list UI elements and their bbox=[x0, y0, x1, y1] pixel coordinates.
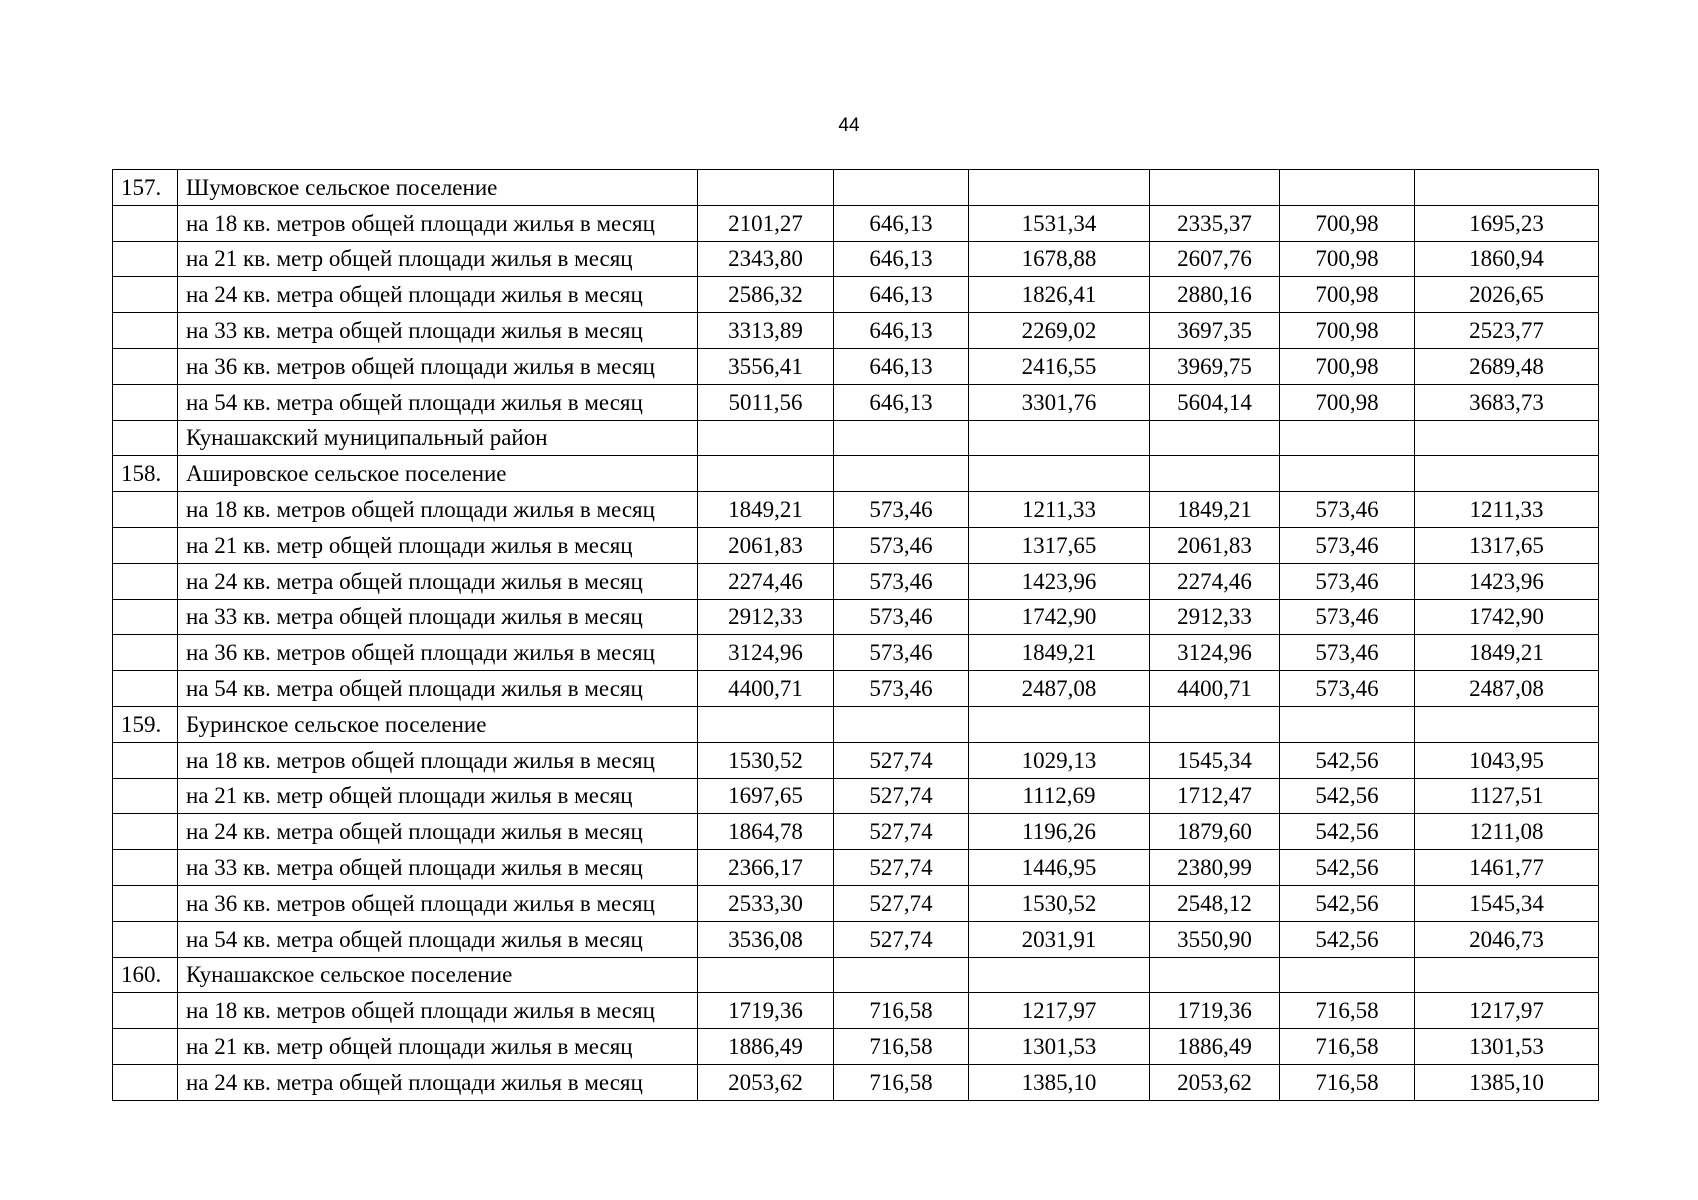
value-cell-2: 573,46 bbox=[834, 527, 969, 563]
value-cell-2: 716,58 bbox=[834, 993, 969, 1029]
row-name: на 21 кв. метр общей площади жилья в месяц bbox=[178, 527, 698, 563]
value-cell-5: 542,56 bbox=[1280, 814, 1415, 850]
row-number bbox=[113, 527, 178, 563]
table-row bbox=[113, 313, 1599, 349]
row-number bbox=[113, 814, 178, 850]
row-number: 157. bbox=[113, 170, 178, 206]
row-name: на 33 кв. метра общей площади жилья в месяц bbox=[178, 850, 698, 886]
row-name: на 36 кв. метров общей площади жилья в месяц bbox=[178, 885, 698, 921]
row-name: на 18 кв. метров общей площади жилья в месяц bbox=[178, 742, 698, 778]
value-cell-2: 573,46 bbox=[834, 563, 969, 599]
row-number bbox=[113, 671, 178, 707]
row-number bbox=[113, 778, 178, 814]
value-cell-5: 700,98 bbox=[1280, 348, 1415, 384]
table-row bbox=[113, 384, 1599, 420]
row-number bbox=[113, 241, 178, 277]
value-cell-2: 646,13 bbox=[834, 241, 969, 277]
value-cell-6 bbox=[1415, 420, 1599, 456]
row-name: на 33 кв. метра общей площади жилья в месяц bbox=[178, 599, 698, 635]
value-cell-2: 716,58 bbox=[834, 1029, 969, 1065]
value-cell-4 bbox=[1150, 456, 1280, 492]
value-cell-1: 3556,41 bbox=[698, 348, 834, 384]
value-cell-5: 542,56 bbox=[1280, 778, 1415, 814]
row-name: на 18 кв. метров общей площади жилья в месяц bbox=[178, 205, 698, 241]
value-cell-6: 1211,33 bbox=[1415, 492, 1599, 528]
value-cell-3: 1446,95 bbox=[969, 850, 1150, 886]
value-cell-6: 1695,23 bbox=[1415, 205, 1599, 241]
value-cell-4: 1545,34 bbox=[1150, 742, 1280, 778]
value-cell-2: 646,13 bbox=[834, 348, 969, 384]
row-name: на 54 кв. метра общей площади жилья в месяц bbox=[178, 921, 698, 957]
value-cell-4: 2053,62 bbox=[1150, 1064, 1280, 1100]
value-cell-3: 1301,53 bbox=[969, 1029, 1150, 1065]
value-cell-3: 1196,26 bbox=[969, 814, 1150, 850]
value-cell-6: 1545,34 bbox=[1415, 885, 1599, 921]
value-cell-6: 1742,90 bbox=[1415, 599, 1599, 635]
value-cell-3: 1742,90 bbox=[969, 599, 1150, 635]
value-cell-4 bbox=[1150, 957, 1280, 993]
value-cell-2 bbox=[834, 420, 969, 456]
value-cell-3: 1531,34 bbox=[969, 205, 1150, 241]
row-name: на 18 кв. метров общей площади жилья в месяц bbox=[178, 492, 698, 528]
value-cell-4: 3697,35 bbox=[1150, 313, 1280, 349]
value-cell-5: 542,56 bbox=[1280, 921, 1415, 957]
row-name: на 24 кв. метра общей площади жилья в месяц bbox=[178, 1064, 698, 1100]
row-number bbox=[113, 599, 178, 635]
value-cell-5: 716,58 bbox=[1280, 1029, 1415, 1065]
row-number bbox=[113, 850, 178, 886]
row-name: на 18 кв. метров общей площади жилья в месяц bbox=[178, 993, 698, 1029]
value-cell-4 bbox=[1150, 170, 1280, 206]
table-row bbox=[113, 599, 1599, 635]
value-cell-3: 1112,69 bbox=[969, 778, 1150, 814]
value-cell-5 bbox=[1280, 456, 1415, 492]
value-cell-6: 3683,73 bbox=[1415, 384, 1599, 420]
table-body bbox=[113, 170, 1599, 1101]
value-cell-5: 573,46 bbox=[1280, 492, 1415, 528]
row-number: 159. bbox=[113, 706, 178, 742]
value-cell-2: 573,46 bbox=[834, 599, 969, 635]
value-cell-3: 2031,91 bbox=[969, 921, 1150, 957]
value-cell-1: 5011,56 bbox=[698, 384, 834, 420]
value-cell-1 bbox=[698, 456, 834, 492]
value-cell-5: 700,98 bbox=[1280, 277, 1415, 313]
value-cell-6: 1385,10 bbox=[1415, 1064, 1599, 1100]
value-cell-6: 1849,21 bbox=[1415, 635, 1599, 671]
table-row bbox=[113, 742, 1599, 778]
value-cell-2: 573,46 bbox=[834, 635, 969, 671]
value-cell-1: 2274,46 bbox=[698, 563, 834, 599]
value-cell-6: 1217,97 bbox=[1415, 993, 1599, 1029]
value-cell-6: 1127,51 bbox=[1415, 778, 1599, 814]
row-number bbox=[113, 921, 178, 957]
page-number: 44 bbox=[838, 115, 860, 136]
value-cell-3 bbox=[969, 706, 1150, 742]
row-number bbox=[113, 348, 178, 384]
row-name: на 21 кв. метр общей площади жилья в месяц bbox=[178, 241, 698, 277]
value-cell-4 bbox=[1150, 420, 1280, 456]
value-cell-4: 2548,12 bbox=[1150, 885, 1280, 921]
value-cell-1 bbox=[698, 170, 834, 206]
row-number bbox=[113, 885, 178, 921]
value-cell-5: 573,46 bbox=[1280, 599, 1415, 635]
value-cell-3: 2487,08 bbox=[969, 671, 1150, 707]
table-row bbox=[113, 205, 1599, 241]
row-number: 160. bbox=[113, 957, 178, 993]
row-name: на 54 кв. метра общей площади жилья в месяц bbox=[178, 384, 698, 420]
value-cell-5: 700,98 bbox=[1280, 205, 1415, 241]
value-cell-5: 542,56 bbox=[1280, 742, 1415, 778]
table-row bbox=[113, 563, 1599, 599]
row-name: на 21 кв. метр общей площади жилья в месяц bbox=[178, 778, 698, 814]
value-cell-1: 2912,33 bbox=[698, 599, 834, 635]
value-cell-5: 700,98 bbox=[1280, 384, 1415, 420]
value-cell-2: 527,74 bbox=[834, 850, 969, 886]
value-cell-3: 1211,33 bbox=[969, 492, 1150, 528]
value-cell-2: 573,46 bbox=[834, 671, 969, 707]
table-row bbox=[113, 277, 1599, 313]
value-cell-5: 716,58 bbox=[1280, 1064, 1415, 1100]
settlement-row bbox=[113, 706, 1599, 742]
value-cell-2: 527,74 bbox=[834, 778, 969, 814]
row-name: Буринское сельское поселение bbox=[178, 706, 698, 742]
value-cell-2 bbox=[834, 456, 969, 492]
value-cell-1: 4400,71 bbox=[698, 671, 834, 707]
value-cell-5: 573,46 bbox=[1280, 671, 1415, 707]
value-cell-6: 2689,48 bbox=[1415, 348, 1599, 384]
row-number bbox=[113, 993, 178, 1029]
value-cell-3: 2269,02 bbox=[969, 313, 1150, 349]
value-cell-4: 1886,49 bbox=[1150, 1029, 1280, 1065]
table-row bbox=[113, 850, 1599, 886]
value-cell-6: 2523,77 bbox=[1415, 313, 1599, 349]
table-row bbox=[113, 241, 1599, 277]
value-cell-5: 700,98 bbox=[1280, 313, 1415, 349]
value-cell-5: 573,46 bbox=[1280, 563, 1415, 599]
row-name: Шумовское сельское поселение bbox=[178, 170, 698, 206]
value-cell-5 bbox=[1280, 420, 1415, 456]
value-cell-1: 1886,49 bbox=[698, 1029, 834, 1065]
value-cell-4: 2912,33 bbox=[1150, 599, 1280, 635]
value-cell-3: 1530,52 bbox=[969, 885, 1150, 921]
value-cell-1: 2101,27 bbox=[698, 205, 834, 241]
value-cell-1: 1864,78 bbox=[698, 814, 834, 850]
value-cell-2: 573,46 bbox=[834, 492, 969, 528]
value-cell-1: 2586,32 bbox=[698, 277, 834, 313]
value-cell-6: 2046,73 bbox=[1415, 921, 1599, 957]
value-cell-3: 1385,10 bbox=[969, 1064, 1150, 1100]
value-cell-5: 573,46 bbox=[1280, 635, 1415, 671]
value-cell-3: 2416,55 bbox=[969, 348, 1150, 384]
table-row bbox=[113, 993, 1599, 1029]
value-cell-2: 527,74 bbox=[834, 921, 969, 957]
row-number bbox=[113, 635, 178, 671]
value-cell-6: 1860,94 bbox=[1415, 241, 1599, 277]
value-cell-1: 2366,17 bbox=[698, 850, 834, 886]
value-cell-2: 527,74 bbox=[834, 814, 969, 850]
district-row bbox=[113, 420, 1599, 456]
table-row bbox=[113, 527, 1599, 563]
value-cell-6: 1211,08 bbox=[1415, 814, 1599, 850]
row-number bbox=[113, 384, 178, 420]
table-row bbox=[113, 1064, 1599, 1100]
value-cell-4: 1719,36 bbox=[1150, 993, 1280, 1029]
row-number bbox=[113, 742, 178, 778]
value-cell-2 bbox=[834, 706, 969, 742]
value-cell-6 bbox=[1415, 957, 1599, 993]
value-cell-1: 3313,89 bbox=[698, 313, 834, 349]
value-cell-3: 1678,88 bbox=[969, 241, 1150, 277]
value-cell-6: 1301,53 bbox=[1415, 1029, 1599, 1065]
value-cell-6: 1043,95 bbox=[1415, 742, 1599, 778]
value-cell-2: 646,13 bbox=[834, 384, 969, 420]
value-cell-6: 1317,65 bbox=[1415, 527, 1599, 563]
value-cell-5 bbox=[1280, 170, 1415, 206]
value-cell-4: 3550,90 bbox=[1150, 921, 1280, 957]
value-cell-3: 1217,97 bbox=[969, 993, 1150, 1029]
value-cell-1: 2061,83 bbox=[698, 527, 834, 563]
value-cell-4: 2061,83 bbox=[1150, 527, 1280, 563]
row-name: на 36 кв. метров общей площади жилья в месяц bbox=[178, 635, 698, 671]
value-cell-1: 3536,08 bbox=[698, 921, 834, 957]
value-cell-6: 1461,77 bbox=[1415, 850, 1599, 886]
table-row bbox=[113, 885, 1599, 921]
value-cell-3: 3301,76 bbox=[969, 384, 1150, 420]
row-number bbox=[113, 313, 178, 349]
table-row bbox=[113, 1029, 1599, 1065]
value-cell-1: 2343,80 bbox=[698, 241, 834, 277]
value-cell-1 bbox=[698, 420, 834, 456]
row-name: на 36 кв. метров общей площади жилья в месяц bbox=[178, 348, 698, 384]
row-number bbox=[113, 563, 178, 599]
value-cell-6 bbox=[1415, 170, 1599, 206]
value-cell-3: 1029,13 bbox=[969, 742, 1150, 778]
value-cell-3: 1423,96 bbox=[969, 563, 1150, 599]
value-cell-3: 1317,65 bbox=[969, 527, 1150, 563]
value-cell-3 bbox=[969, 456, 1150, 492]
value-cell-5: 700,98 bbox=[1280, 241, 1415, 277]
row-name: на 24 кв. метра общей площади жилья в месяц bbox=[178, 814, 698, 850]
value-cell-4 bbox=[1150, 706, 1280, 742]
settlement-row bbox=[113, 170, 1599, 206]
value-cell-4: 2335,37 bbox=[1150, 205, 1280, 241]
row-number bbox=[113, 205, 178, 241]
row-name: Кунашакское сельское поселение bbox=[178, 957, 698, 993]
value-cell-2: 646,13 bbox=[834, 205, 969, 241]
value-cell-6: 1423,96 bbox=[1415, 563, 1599, 599]
row-name: на 21 кв. метр общей площади жилья в месяц bbox=[178, 1029, 698, 1065]
row-name: Кунашакский муниципальный район bbox=[178, 420, 698, 456]
row-name: Ашировское сельское поселение bbox=[178, 456, 698, 492]
value-cell-1: 1697,65 bbox=[698, 778, 834, 814]
value-cell-4: 2880,16 bbox=[1150, 277, 1280, 313]
value-cell-4: 1849,21 bbox=[1150, 492, 1280, 528]
row-name: на 33 кв. метра общей площади жилья в месяц bbox=[178, 313, 698, 349]
value-cell-4: 1879,60 bbox=[1150, 814, 1280, 850]
table-row bbox=[113, 814, 1599, 850]
value-cell-5: 573,46 bbox=[1280, 527, 1415, 563]
row-number: 158. bbox=[113, 456, 178, 492]
row-number bbox=[113, 1029, 178, 1065]
value-cell-6: 2487,08 bbox=[1415, 671, 1599, 707]
row-name: на 24 кв. метра общей площади жилья в месяц bbox=[178, 563, 698, 599]
value-cell-6: 2026,65 bbox=[1415, 277, 1599, 313]
value-cell-3 bbox=[969, 957, 1150, 993]
value-cell-3 bbox=[969, 170, 1150, 206]
value-cell-1 bbox=[698, 706, 834, 742]
value-cell-1: 3124,96 bbox=[698, 635, 834, 671]
table-row bbox=[113, 635, 1599, 671]
value-cell-4: 3969,75 bbox=[1150, 348, 1280, 384]
table-row bbox=[113, 778, 1599, 814]
value-cell-5: 542,56 bbox=[1280, 850, 1415, 886]
table-row bbox=[113, 348, 1599, 384]
row-number bbox=[113, 420, 178, 456]
value-cell-5 bbox=[1280, 957, 1415, 993]
value-cell-3: 1849,21 bbox=[969, 635, 1150, 671]
value-cell-3: 1826,41 bbox=[969, 277, 1150, 313]
value-cell-5 bbox=[1280, 706, 1415, 742]
table-row bbox=[113, 671, 1599, 707]
value-cell-4: 1712,47 bbox=[1150, 778, 1280, 814]
settlement-row bbox=[113, 456, 1599, 492]
row-name: на 24 кв. метра общей площади жилья в месяц bbox=[178, 277, 698, 313]
value-cell-4: 5604,14 bbox=[1150, 384, 1280, 420]
value-cell-6 bbox=[1415, 456, 1599, 492]
value-cell-5: 542,56 bbox=[1280, 885, 1415, 921]
value-cell-1: 2533,30 bbox=[698, 885, 834, 921]
value-cell-2: 646,13 bbox=[834, 313, 969, 349]
value-cell-5: 716,58 bbox=[1280, 993, 1415, 1029]
row-name: на 54 кв. метра общей площади жилья в месяц bbox=[178, 671, 698, 707]
value-cell-2: 646,13 bbox=[834, 277, 969, 313]
value-cell-2 bbox=[834, 957, 969, 993]
value-cell-2 bbox=[834, 170, 969, 206]
table-row bbox=[113, 921, 1599, 957]
value-cell-1 bbox=[698, 957, 834, 993]
value-cell-1: 1530,52 bbox=[698, 742, 834, 778]
value-cell-2: 716,58 bbox=[834, 1064, 969, 1100]
settlement-row bbox=[113, 957, 1599, 993]
value-cell-1: 2053,62 bbox=[698, 1064, 834, 1100]
row-number bbox=[113, 1064, 178, 1100]
value-cell-4: 2274,46 bbox=[1150, 563, 1280, 599]
value-cell-1: 1719,36 bbox=[698, 993, 834, 1029]
value-cell-6 bbox=[1415, 706, 1599, 742]
value-cell-4: 4400,71 bbox=[1150, 671, 1280, 707]
row-number bbox=[113, 277, 178, 313]
value-cell-1: 1849,21 bbox=[698, 492, 834, 528]
value-cell-2: 527,74 bbox=[834, 885, 969, 921]
value-cell-3 bbox=[969, 420, 1150, 456]
tariff-table bbox=[112, 169, 1599, 1101]
value-cell-2: 527,74 bbox=[834, 742, 969, 778]
table-row bbox=[113, 492, 1599, 528]
value-cell-4: 2607,76 bbox=[1150, 241, 1280, 277]
row-number bbox=[113, 492, 178, 528]
value-cell-4: 3124,96 bbox=[1150, 635, 1280, 671]
value-cell-4: 2380,99 bbox=[1150, 850, 1280, 886]
